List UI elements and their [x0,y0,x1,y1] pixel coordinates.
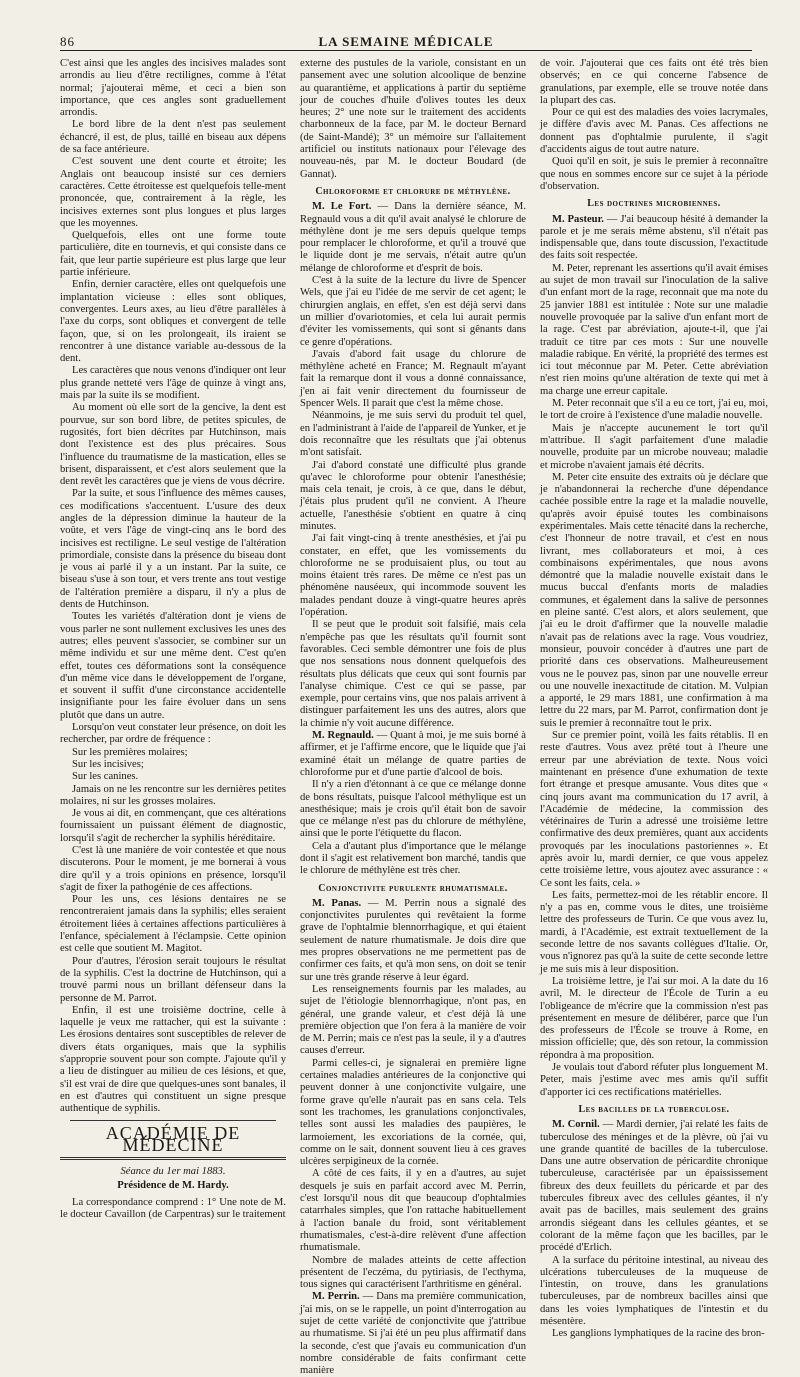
list-item: Sur les canines. [72,771,139,783]
page-header [60,28,752,51]
paragraph: Pour les uns, ces lésions dentaires ne se rencontreraient jamais dans la syphilis; elles seraient étroitement liées à certaines affections particulières à l'enfance, spécialement à l'éclampsie. Cette opinion est celle que soutient M. Magitot. [60,894,286,955]
paragraph: La correspondance comprend : 1° Une note de M. le docteur Cavaillon (de Carpentras) sur le traitement [60,1196,286,1221]
speaker-name: M. Cornil. [552,1119,600,1131]
paragraph: Sur ce premier point, voilà les faits rétablis. Il en reste d'autres. Vous avez prêté tout à l'heure une erreur par une abréviation de texte. Nous voici maintenant en présence d'une exhumation de texte fort étrange et presque amusante. Vous dites que « cinq jours avant ma communication du 17 avril, à l'Académie de médecine, la commission des vétérinaires de Turin a adressé une troisième lettre confirmative des deux premières, quant aux accidents provoqués par les inoculations pastoriennes ». Et après avoir lu, mardi dernier, ce que vous appelez cette troisième lettre, vous ajoutez avec assurance : « Ce sont les faits, cela. » [540,730,768,889]
speaker-name: M. Pasteur. [552,213,604,225]
paragraph-text: — Dans la dernière séance, M. Regnauld vous a dit qu'il avait analysé le chlorure de méthylène dont je me sers depuis quelque temps pour remplacer le chloroforme, et qu'il a trouvé que le liquide dont je me servais, n'était autre qu'un mélange de chloroforme et d'esprit de bois. [300,201,527,274]
column-middle [300,58,527,1377]
paragraph: de voir. J'ajouterai que ces faits ont été très bien observés; en ce qui concerne l'absence de granulations, par exemple, elle se trouve notée dans la plupart des cas. [540,58,768,106]
paragraph [300,898,526,984]
section-heading: Chloroforme et chlorure de méthylène. [315,185,511,197]
paragraph: externe des pustules de la variole, consistant en un pansement avec une solution alcoolique de benzine au quarantième, et applications à partir du septième jour de couches d'huile d'olives toutes les deux heures; 2° une note sur le traitement des accidents charbonneux de la face, par M. le docteur Bernard (de Saint-Mandé); 3° un mémoire sur l'allaitement artificiel ou instituts nationaux pour l'élevage des nouveau-nés, par M. le docteur Boudard (de Gannat). [300,58,526,180]
paragraph: M. Peter reconnait que s'il a eu ce tort, j'ai eu, moi, le tort de croire à l'existence d'une maladie nouvelle. [540,398,768,422]
paragraph: C'est ainsi que les angles des incisives malades sont arrondis au lieu d'être rectilignes, comme à l'état normal; j'ajouterai même, et ceci a bien son importance, que ces angles sont graduellement arrondis. [60,58,286,119]
section-heading: Conjonctivite purulente rhumatismale. [318,882,508,894]
paragraph-text: — Dans ma première communication, j'ai mis, on se le rappelle, un point d'interrogation au sujet de cette variété de conjonctivite que j'attribue au rhumatisme. Si j'ai été un peu plus affirmatif dans la seconde, c'est que j'avais eu communication d'un nombre considérable de faits confirmant cette manière [300,1291,526,1377]
paragraph [300,730,526,779]
paragraph: A côté de ces faits, il y en a d'autres, au sujet desquels je suis en parfait accord avec M. Perrin, c'est lorsqu'il nous dit que beaucoup d'ophtalmies catarrhales simples, que l'on rattache habituellement à l'action banale du froid, sont véritablement rhumatismales, c'est-à-dire relèvent d'une affection rhumatismale. [300,1168,526,1254]
paragraph: C'est souvent une dent courte et étroite; les Anglais ont beaucoup insisté sur ces derniers caractères. Cette étroitesse est quelquefois telle-ment prononcée, que, contrairement à la règle, les incisives externes sont plus longues et plus larges que les moyennes. [60,156,286,229]
paragraph: Parmi celles-ci, je signalerai en première ligne certaines maladies antérieures de la conjonctive qui peuvent donner à une conjonctivite vulgaire, une forme grave qu'elle n'aurait pas en sans cela. Tels sont les trachomes, les granulations conjonctivales, telles sont aussi les maladies des paupières, le larmoiement, les excoriations de la cornée, qui, comme on le sait, donnent souvent lieu à ces graves ulcères serpigineux de la cornée. [300,1057,526,1168]
paragraph: M. Peter, reprenant les assertions qu'il avait émises au sujet de mon travail sur l'inoculation de la salive d'un enfant mort de la rage, reconnait que ma note du 25 janvier 1881 est intitulée : Note sur une maladie nouvelle provoquée par la salive d'un enfant mort de la rage. C'est par abréviation, ajoute-t-il, que j'ai traduit ce titre par ces mots : Sur une nouvelle maladie rabique. En vérité, la propriété des termes est ici tout méconnue par M. Peter. Cette abréviation n'est rien moins qu'une altération de texte qui met à ma charge une erreur capitale. [540,262,768,397]
journal-title: LA SEMAINE MÉDICALE [318,34,494,49]
paragraph: Quoi qu'il en soit, je suis le premier à reconnaître que nous en sommes encore sur ce sujet à la période d'observation. [540,156,768,192]
speaker-name: M. Perrin. [312,1291,360,1303]
paragraph-text: — Mardi dernier, j'ai relaté les faits de tuberculose des méninges et de la plèvre, où j'ai vu une grande quantité de bacilles de la tuberculose. Dans une autre observation de péricardite chronique tuberculeuse, caractérisée par un épaississement fibreux des deux feuillets du péricarde et par des tubercules fibreux avec des cellules géantes, il n'y avait pas de bacilles, mais seulement des grains arrondis siégeant dans les cellules géantes, et se colorant de la même façon que les bacilles, par le procédé d'Erlich. [540,1119,769,1254]
paragraph: A la surface du péritoine intestinal, au niveau des ulcérations tuberculeuses de la muqueuse de l'intestin, on trouve, dans les granulations tuberculeuses, par de nombreux bacilles ainsi que dans les voies lymphatiques de l'intestin et du mésentère. [540,1254,768,1327]
paragraph: Enfin, dernier caractère, elles ont quelquefois une implantation vicieuse : elles sont obliques, convergentes. Leurs axes, au lieu d'être parallèles à l'axe du corps, sont obliques et convergent de telle façon, que, si on les prolongeait, ils iraient se rencontrer à une distance variable au-dessous de la dent. [60,279,286,365]
paragraph: Quelquefois, elles ont une forme toute particulière, dite en tournevis, et qui consiste dans ce fait, que leur partie supérieure est plus large que leur partie inférieure. [60,230,286,279]
divider [60,1157,286,1160]
paragraph: C'est à la suite de la lecture du livre de Spencer Wels, que j'ai eu l'idée de me servir de cet agent; le chirurgien anglais, en effet, s'en est déjà servi dans un millier d'ovariotomies, et cela lui aurait permis d'éviter les vomissements, qui sont si gênants dans ce genre d'opérations. [300,275,526,348]
paragraph: Cela a d'autant plus d'importance que le mélange dont il s'agit est relativement bon marché, tandis que le chlorure de méthylène est très cher. [300,840,526,877]
paragraph: Il se peut que le produit soit falsifié, mais cela n'empêche pas que les résultats qu'il fournit sont favorables. Ceci semble démontrer une fois de plus que nos sensations nous donnent quelquefois des résultats plus délicats que ceux qui sont fournis par l'analyse chimique. C'est ce qui se passe, par exemple, pour certains vins, que nos palais arrivent à distinguer parfaitement les uns des autres, alors que la chimie n'y voit aucune différence. [300,619,526,729]
presidence: Présidence de M. Hardy. [117,1180,229,1192]
paragraph: J'ai fait vingt-cinq à trente anesthésies, et j'ai pu constater, en effet, que les vomissements du chloroforme ne se produisaient plus, ou tout au moins étaient très rares. De même ce n'est pas un phénomène nauséeux, qui incommode souvent les malades pendant douze à vingt-quatre heures après l'opération. [300,533,526,619]
paragraph: Les ganglions lymphatiques de la racine des bron- [552,1328,765,1340]
paragraph: Au moment où elle sort de la gencive, la dent est pourvue, sur son bord libre, de petites spicules, de rugosités, fort bien décrites par Hutchinson, mais dont l'existence est des plus précaires. Sous l'influence du traumatisme de la mastication, elles se brisent, disparaissent, et c'est alors seulement que la dent revêt les caractères que je viens de vous décrire. [60,402,286,488]
paragraph [540,1119,768,1254]
paragraph: Je voulais tout d'abord réfuter plus longuement M. Peter, mais j'estime avec mes amis qu'il suffit d'apporter ici ces rectifications matérielles. [540,1062,768,1098]
page-number: 86 [60,34,75,49]
paragraph [300,201,526,275]
section-title-academie: ACADÉMIE DE MÉDECINE [105,1122,241,1155]
column-left [60,58,287,1221]
paragraph-text: — J'ai beaucoup hésité à demander la parole et je me serais même abstenu, s'il n'était pas indispensable que, dans toute discussion, l'exactitude des faits soit respectée. [540,213,768,262]
paragraph-text: — M. Perrin nous a signalé des conjonctivites purulentes qui revêtaient la forme grave de l'ophtalmie blennorrhagique, et qui étaient seulement de nature rhumatismale. Je dois dire que mes propres observations ne me permettent pas de confirmer ces faits, et qu'à mon sens, on doit se tenir sur une très grande réserve à leur égard. [300,897,526,983]
column-right [540,58,769,1340]
paragraph: Par la suite, et sous l'influence des mêmes causes, ces modifications s'accentuent. L'usure des deux angles de la dépression diminue la hauteur de la voûte, et vers l'âge de vingt-cinq ans le bord des incisives est rectiligne. Le seul vestige de l'altération primordiale, consiste dans la présence du biseau dont je vous ai parlé il y a un instant. Par la suite, ce biseau s'use à son tour, et vers trente ans tout vestige de l'altération première a disparu, il n'y a plus de dents de Hutchinson. [60,488,286,611]
paragraph: Je vous ai dit, en commençant, que ces altérations fournissaient un puissant élément de diagnostic, lorsqu'il s'agit de rechercher la syphilis héréditaire. [60,808,286,844]
paragraph: J'ai d'abord constaté une difficulté plus grande qu'avec le chloroforme pour obtenir l'anesthésie; mais cela tenait, je crois, à ce que, dans le début, j'étais plus prudent qu'il ne convient. A l'heure actuelle, l'anesthésie s'obtient en quatre à cinq minutes. [300,459,526,532]
paragraph: C'est là une manière de voir contestée et que nous discuterons. Pour le moment, je me bornerai à vous dire qu'il y a trois opinions en présence, lorsqu'il s'agit de fixer la pathogénie de ces affections. [60,845,286,893]
paragraph: Néanmoins, je me suis servi du produit tel quel, en l'administrant à l'aide de l'appareil de Yunker, et je dois reconnaître que les résultats que j'ai obtenus m'ont satisfait. [300,410,526,459]
paragraph: Jamais on ne les rencontre sur les dernières petites molaires, ni sur les grosses molaires. [60,783,286,807]
section-heading: Les bacilles de la tuberculose. [578,1103,730,1115]
paragraph: J'avais d'abord fait usage du chlorure de méthylène acheté en France; M. Regnault m'ayant fait la remarque dont il vous a donné connaissance, j'en ai fait venir directement du fournisseur de Spencer Wels. Il parait que c'est la même chose. [300,348,526,410]
paragraph: Les renseignements fournis par les malades, au sujet de l'étiologie blennorrhagique, n'ont pas, en général, une grande valeur, et c'est déjà là une première objection que l'on fera à la manière de voir de M. Perrin; mais ce n'est pas la seule, il y a d'autres causes d'erreur. [300,983,526,1057]
paragraph-text: — Quant à moi, je me suis borné à affirmer, et je l'affirme encore, que le liquide que j'ai examiné était un mélange de quatre parties de chloroforme pur et d'une partie d'alcool de bois. [300,730,527,778]
paragraph: Enfin, il est une troisième doctrine, celle à laquelle je veux me rattacher, qui est la suivante : Les érosions dentaires sont susceptibles de relever de divers états organiques, mais que la syphilis s'approprie souvent pour son compte. J'ajoute qu'il y a lieu de distinguer au milieu de ces lésions, et que, s'il est vrai de dire que quelques-unes sont banales, il en est d'autres qui constituent un signe presque authentique de syphilis. [60,1004,286,1115]
paragraph: Nombre de malades atteints de cette affection présentent de l'eczéma, du pytiriasis, de l'ecthyma, tous signes qui caractérisent l'arthritisme en général. [300,1254,526,1291]
section-heading: Les doctrines microbiennes. [587,198,721,210]
list-item: Sur les premières molaires; [72,746,188,758]
paragraph: Lorsqu'on veut constater leur présence, on doit les rechercher, par ordre de fréquence : [60,722,286,746]
paragraph: Les faits, permettez-moi de les rétablir encore. Il n'y a pas en, comme vous le dites, une troisième lettre des professeurs de Turin. Ce que vous avez lu, mardi, à l'Académie, est extrait textuellement de la seconde lettre de nos savants collègues d'Italie. Or, vous n'ignorez pas qu'à la suite de cette seconde lettre je me suis mis à leur disposition. [540,889,768,975]
paragraph: M. Peter cite ensuite des extraits où je déclare que je n'abandonnerai la recherche d'une dépendance cachée possible entre la rage et la maladie nouvelle, qu'après avoir épuisé toutes les combinaisons expérimentales. Mais cette ténacité dans la recherche, c'est l'honneur de notre travail, et c'est en nous livrant, mes collaborateurs et moi, à ces combinaisons expérimentales, que nous avons démontré que la maladie nouvelle existait dans le mucus buccal d'enfants morts de maladies communes, et également dans la salive de personnes en pleine santé. C'est alors, et alors seulement, que j'ai eu le droit d'affirmer que la nouvelle maladie n'avait pas de relations avec la rage. Vous voudriez, monsieur, pouvoir concéder à d'autres une part de priorité dans ces observations. Malheureusement vous ne le pouvez pas, sinon par une nouvelle erreur ou une nouvelle inexactitude de citation. M. Vulpian a apporté, le 29 mars 1881, une confirmation à ma lettre du 22 mars, par M. Parrot, confirmation dont je suis le premier à reconnaître tout le prix. [540,471,768,729]
paragraph: Les caractères que nous venons d'indiquer ont leur plus grande netteté vers l'âge de quinze à vingt ans, mais par la suite ils se modifient. [60,365,287,402]
paragraph [300,1291,526,1377]
frequency-list [60,747,286,784]
paragraph: La troisième lettre, je l'ai sur moi. A la date du 16 avril, M. le directeur de l'École de Turin a eu l'obligeance de m'écrire que la commission n'est pas présentement en mesure de délibérer, parce que l'un des professeurs de l'École se trouve à Rome, en mission officielle; que, dès son retour, la commission répondra à ma proposition. [540,975,768,1061]
paragraph: Toutes les variétés d'altération dont je viens de vous parler ne sont nullement exclusives les unes des autres; elles peuvent s'associer, se combiner sur un même individu et sur une même dent. C'est qu'en effet, toutes ces déformations sont la conséquence d'un même vice dans le développement de l'organe, et souvent il suffit d'une circonstance accidentelle insignifiante pour les faire évoluer dans un sens plutôt que dans un autre. [60,611,286,721]
paragraph: Il n'y a rien d'étonnant à ce que ce mélange donne de bons résultats, puisque l'alcool méthylique est un anesthésique; mais je crois qu'il était bon de savoir que ce mélange n'est pas du chlorure de méthylène, ainsi que le porte l'étiquette du flacon. [300,779,526,840]
divider [70,1120,276,1121]
speaker-name: M. Le Fort. [312,201,372,213]
seance-date: Séance du 1er mai 1883. [120,1166,226,1178]
paragraph [540,214,768,263]
paragraph: Le bord libre de la dent n'est pas seulement échancré, il est, de plus, taillé en biseau aux dépens de sa face antérieure. [60,119,286,156]
speaker-name: M. Panas. [312,897,362,909]
paragraph: Mais je n'accepte aucunement le tort qu'il m'attribue. Il s'agit parfaitement d'une maladie nouvelle, produite par un microbe nouveau; maladie et microbe n'avaient jamais été décrits. [540,422,768,471]
list-item: Sur les incisives; [72,758,144,770]
paragraph: Pour d'autres, l'érosion serait toujours le résultat de la syphilis. C'est la doctrine de Hutchinson, qui a trouvé parmi nous un brillant défenseur dans la personne de M. Parrot. [60,955,286,1004]
speaker-name: M. Regnauld. [312,730,374,742]
paragraph: Pour ce qui est des maladies des voies lacrymales, je diffère d'avis avec M. Panas. Ces affections ne donnent pas d'ophtalmie purulente, il s'agit d'accidents aigus de tout autre nature. [540,107,768,156]
